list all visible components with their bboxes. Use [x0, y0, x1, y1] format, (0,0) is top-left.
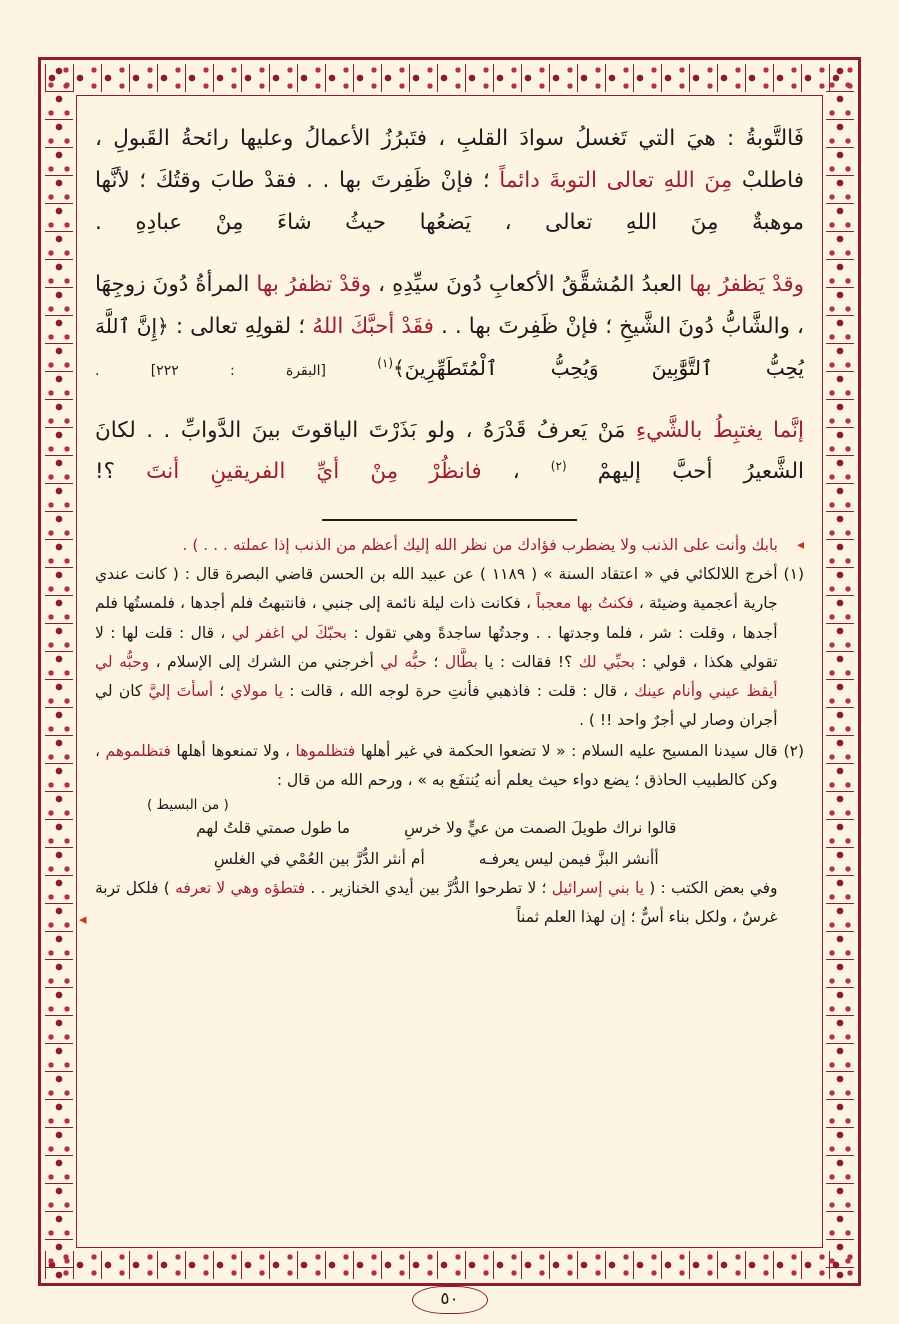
emphasis-text: فتظلموهم	[105, 742, 171, 761]
verse-line-1	[95, 813, 778, 843]
emphasis-text: بطَّال	[444, 652, 478, 671]
footnote-continuation	[95, 531, 804, 560]
body-text: وفي بعض الكتب : (	[644, 878, 778, 897]
quran-verse: ﴿إِنَّ ٱللَّهَ يُحِبُّ ٱلتَّوَّٰبِينَ وَيُحِبُّ ٱلْمُتَطَهِّرِينَ﴾	[95, 313, 804, 380]
footnote-separator	[322, 519, 577, 521]
emphasis-text: إنَّما يغتبِطُ بالشَّيءِ	[636, 417, 804, 443]
footnote-item-2	[79, 737, 804, 932]
body-text: مَنْ يَعرفُ قَدْرَهُ ، ولو بَذَرْتَ الياقوتَ بينَ الدَّوابِّ . . لكانَ الشَّعيرُ أحبَّ إليهمْ	[95, 417, 804, 485]
body-text: ؟! فقالت : يا	[477, 652, 579, 671]
verse-1-hemistich-b: قالوا نراك طويلَ الصمت من عيٍّ ولا خرسِ	[404, 819, 677, 838]
footnote-item-1	[95, 560, 804, 735]
ornament-band-left	[45, 64, 73, 1279]
body-text: ؛ لا تطرحوا الدُّرَّ بين أيدي الخنازير . .	[305, 878, 552, 897]
body-text: قال سيدنا المسيح عليه السلام : « لا تضعوا الحكمة في غير أهلها	[355, 742, 778, 761]
body-text: أخرجني من الشرك إلى الإسلام ،	[149, 652, 381, 671]
emphasis-text: يا مولاي	[230, 681, 284, 700]
emphasis-text: فكنتُ بها معجباً	[536, 594, 634, 613]
body-text: ،	[481, 459, 551, 485]
footnote-ref[interactable]: (١)	[377, 355, 394, 370]
body-text: ؛ لقولِهِ تعالى :	[168, 313, 313, 339]
paragraph-1	[95, 118, 804, 244]
body-text: العبدُ المُشقَّقُ الأكعابِ دُونَ سيِّدِهِ ،	[371, 271, 690, 297]
body-text: فَالتَّوبةُ : هيَ التي تَغسلُ سوادَ القلبِ ، فتَبرُزُ الأعمالُ وعليها رائحةُ القَبولِ ، فاطلبْ	[95, 126, 804, 193]
paragraph-3	[95, 410, 804, 494]
ornament-band-bottom	[45, 1251, 854, 1279]
ornament-band-right	[826, 64, 854, 1279]
poem-meter: ( من البسيط )	[147, 797, 229, 814]
emphasis-text: بحبّكَ لي اغفر لي	[231, 623, 348, 642]
footnote-text-1	[95, 560, 778, 735]
page-number-value: ٥٠	[412, 1286, 488, 1314]
body-text: ) فلكل تربة غرسٌ ، ولكل بناء أسٌّ ؛ إن لهذا العلم ثمناً	[95, 878, 778, 926]
emphasis-text: حبُّه لي	[380, 652, 427, 671]
body-text: ؟!	[95, 459, 147, 485]
emphasis-text: وقدْ يَظفرُ بها	[689, 271, 804, 297]
body-text: المرأةُ دُونَ زوجِهَا ، والشَّابُّ دُونَ الشَّيخِ ؛ فإنْ ظَفِرتَ بها . .	[95, 271, 804, 339]
verse-2-hemistich-a: أم أنثر الدُّرَّ بين العُمْي في الغلسِ	[213, 849, 425, 868]
body-text: ، ولا تمنعوها أهلها	[170, 742, 296, 761]
emphasis-text: فانظُرْ مِنْ أيِّ الفريقينِ أنتَ	[146, 459, 482, 485]
footnote-closing	[79, 874, 778, 932]
emphasis-text: بحبِّي لك	[578, 652, 635, 671]
emphasis-text: وقدْ تظفرُ بها	[256, 271, 372, 297]
emphasis-text: وحبُّه لي أيقظ عيني وأنام عينك	[95, 652, 778, 700]
body-text: ، فكانت ذات ليلة نائمة إلى جنبي ، فانتبهتُ فلم أجدها ، فلمستُها فلم أجدها ، وقلت : شر ، فلما وجدتها . . وجدتُها ساجدةً وهي تقول :	[95, 594, 778, 642]
footnote-ref[interactable]: (٢)	[550, 459, 567, 474]
footnote-continuation-text: بابك وأنت على الذنب ولا يضطرب فؤادك من نظر الله إليك أعظم من الذنب إذا عملته . . . ) .	[182, 535, 778, 554]
footnote-text-2	[95, 737, 778, 795]
page-content	[79, 118, 804, 1229]
arrow-icon: ◂	[796, 536, 804, 553]
body-text: ، قال : قلت : فاذهبي فأنتِ حرة لوجه الله ، قالت :	[283, 681, 635, 700]
emphasis-text: فتطؤه وهي لا تعرفه	[175, 878, 306, 897]
page-number	[0, 1286, 899, 1314]
verse-reference: [البقرة : ٢٢٢] .	[95, 362, 378, 379]
body-text: ؛	[426, 652, 445, 671]
body-text: ، وكن كالطبيب الحاذق ؛ يضع دواء حيث يعلم أنه يُنتفَع به » ، ورحم الله من قال :	[95, 742, 778, 790]
emphasis-text: فتظلموها	[295, 742, 356, 761]
emphasis-text: أسأتَ إليَّ	[148, 681, 214, 700]
ornament-band-top	[45, 64, 854, 92]
verse-line-2	[95, 844, 778, 874]
body-text: أخرج اللالكائي في « اعتقاد السنة » ( ١١٨٩ ) عن عبيد الله بن الحسن قاضي البصرة قال : ( كانت عندي جارية أعجمية وضيئة ،	[95, 565, 778, 613]
body-text: كان لي أجران وصار لي أجرٌ واحد !! ) .	[95, 681, 778, 729]
paragraph-2	[95, 264, 804, 390]
footnote-closing-text	[95, 874, 778, 932]
verse-2-hemistich-b: أأنشر البزَّ فيمن ليس يعرفـه	[478, 849, 659, 868]
emphasis-text: مِنَ اللهِ تعالى التوبةَ دائماً	[499, 167, 733, 193]
body-text: ، قال : قلت لها : لا تقولي هكذا ، قولي :	[95, 623, 778, 671]
verse-1-hemistich-a: ما طول صمتي قلتُ لهم	[196, 819, 351, 838]
footnote-marker-1: (١)	[783, 565, 804, 584]
body-text: ؛	[213, 681, 231, 700]
footnote-marker-2: (٢)	[783, 742, 804, 761]
emphasis-text: فقَدْ أحبَّكَ اللهُ	[312, 313, 434, 339]
body-text: ؛ فإنْ ظَفِرتَ بها . . فقدْ طابَ وقتُكَ ؛ لأنَّها موهبةٌ مِنَ اللهِ تعالى ، يَضعُها حيثُ شاءَ مِنْ عبادِهِ .	[95, 167, 804, 235]
arrow-icon-closing: ◂	[79, 910, 87, 928]
emphasis-text: يا بني إسرائيل	[551, 878, 645, 897]
